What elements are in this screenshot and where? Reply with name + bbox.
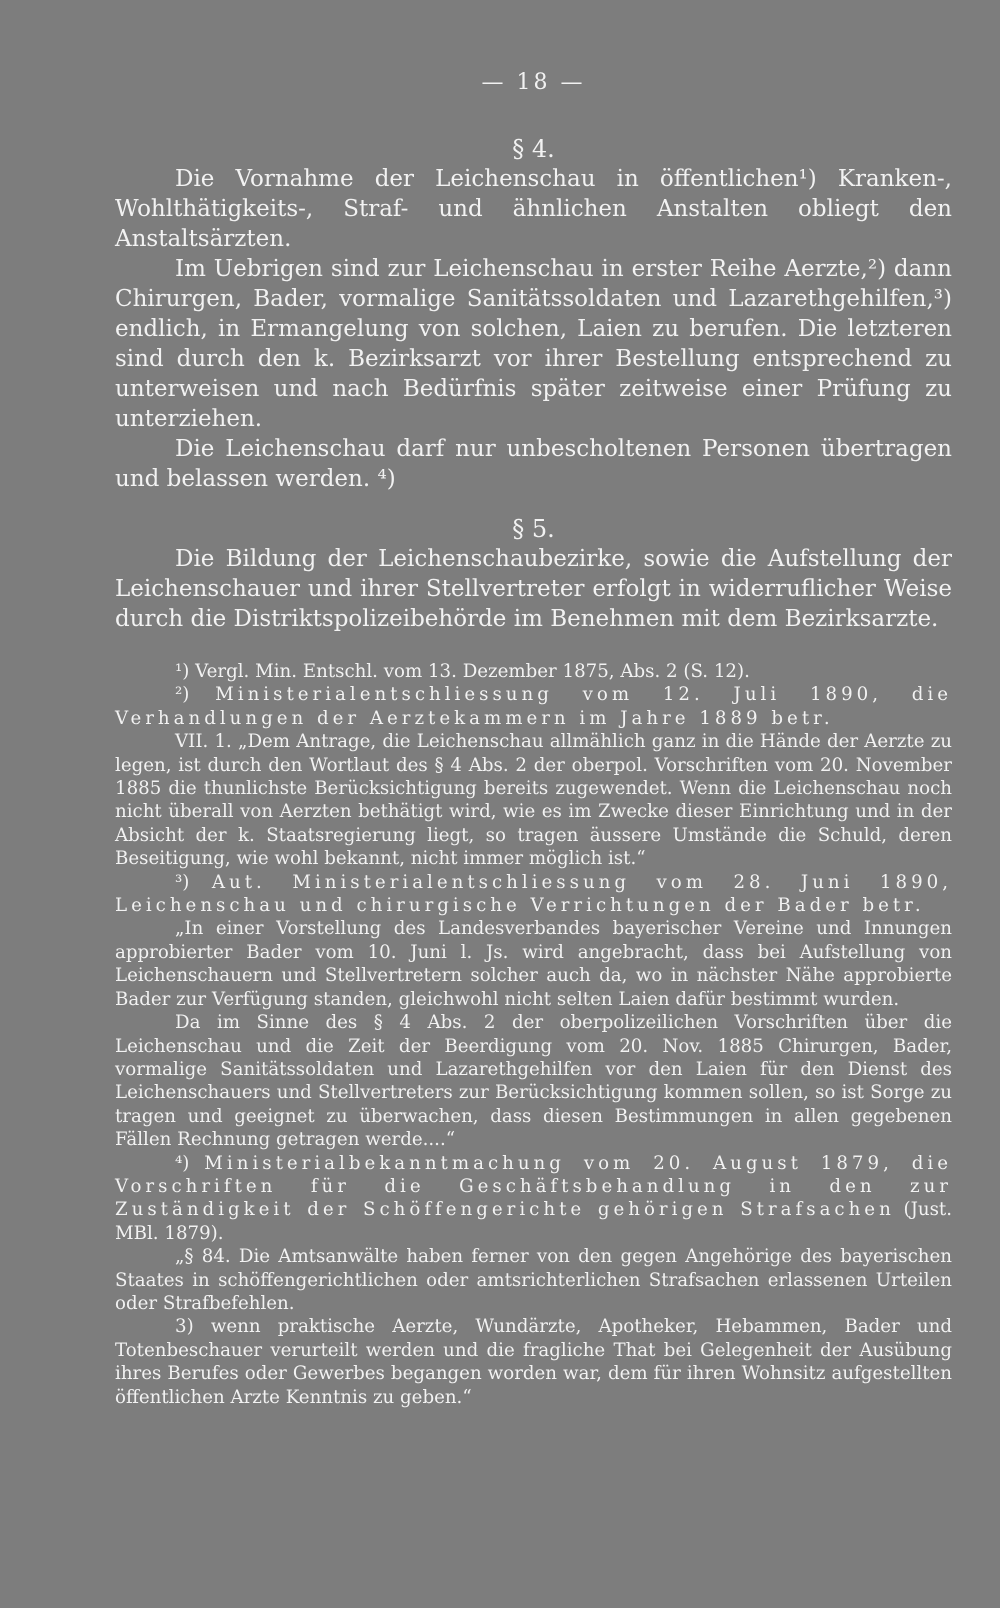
paragraph: Die Bildung der Leichenschaubezirke, sowie die Aufstellung der Leichenschauer und ihrer Stellvertreter erfolgt in widerruflicher Weise durch die Distriktspolizeibehörde im Benehmen mit dem Bezirksarzte. <box>115 546 952 632</box>
footnote-3-body: Da im Sinne des § 4 Abs. 2 der oberpolizeilichen Vorschriften über die Leichenschau und die Zeit der Beerdigung vom 20. Nov. 1885 Chirurgen, Bader, vormalige Sanitätssoldaten und Lazarethgehilfen vor den Laien für den Dienst des Leichenschauers und Stellvertreters zur Berücksichtigung kommen sollen, so ist Sorge zu tragen und geeignet zu überwachen, dass diesen Bestimmungen in allen gegebenen Fällen Rechnung getragen werde....“ <box>115 1012 952 1151</box>
footnote-4-body: 3) wenn praktische Aerzte, Wundärzte, Apotheker, Hebammen, Bader und Totenbeschauer verurteilt werden und die fragliche That bei Gelegenheit der Ausübung ihres Berufes oder Gewerbes begangen worden war, dem für ihren Wohnsitz aufgestellten öffentlichen Arzte Kenntnis zu geben.“ <box>115 1316 952 1408</box>
paragraph: Die Leichenschau darf nur unbescholtenen Personen übertragen und belassen werden. ⁴) <box>115 436 952 492</box>
page-number: — 18 — <box>481 70 586 95</box>
section-4 <box>115 134 952 494</box>
footnote-3-body: „In einer Vorstellung des Landesverbandes bayerischer Vereine und Innungen approbierter Bader vom 10. Juni l. Js. wird angebracht, dass bei Aufstellung von Leichenschauern und Stellvertretern solcher auch da, wo in nächster Nähe approbierte Bader zur Verfügung standen, gleichwohl nicht selten Laien dafür bestimmt wurden. <box>115 918 952 1010</box>
footnote-4-title <box>115 1152 952 1246</box>
footnote-3-title <box>115 871 952 918</box>
section-heading: § 5. <box>512 515 555 543</box>
footnote-marker: ²) <box>175 684 216 706</box>
footnote-2-body: VII. 1. „Dem Antrage, die Leichenschau allmählich ganz in die Hände der Aerzte zu legen, ist durch den Wortlaut des § 4 Abs. 2 der oberpol. Vorschriften vom 20. November 1885 die thunlichste Berücksichtigung bereits zugewendet. Wenn die Leichenschau noch nicht überall von Aerzten bethätigt wird, wie es im Zwecke dieser Einrichtung und in der Absicht der k. Staatsregierung liegt, so tragen äussere Umstände die Schuld, deren Beseitigung, wie wohl bekannt, nicht immer möglich ist.“ <box>115 731 952 870</box>
footnote-source: Ministerialbekanntmachung vom 20. August 1879, die Vorschriften für die Geschäftsbehandlung in den zur Zuständigkeit der Schöffengerichte gehörigen Strafsachen <box>115 1152 952 1221</box>
footnote-1: ¹) Vergl. Min. Entschl. vom 13. Dezember 1875, Abs. 2 (S. 12). <box>175 661 750 682</box>
footnote-source: Aut. Ministerialentschliessung vom 28. Juni 1890, Leichenschau und chirurgische Verrichtungen der Bader betr. <box>115 871 952 917</box>
section-5 <box>115 514 952 634</box>
footnote-marker: ³) <box>175 871 212 893</box>
footnote-source-tail: (Just. MBl. 1879). <box>115 1199 952 1244</box>
footnote-source: Ministerialentschliessung vom 12. Juli 1890, die Verhandlungen der Aerztekammern im Jahre 1889 betr. <box>115 684 952 729</box>
footnote-marker: ⁴) <box>175 1152 205 1174</box>
footnote-2-title <box>115 683 952 730</box>
paragraph: Im Uebrigen sind zur Leichenschau in erster Reihe Aerzte,²) dann Chirurgen, Bader, vormalige Sanitätssoldaten und Lazarethgehilfen,³) endlich, in Ermangelung von solchen, Laien zu berufen. Die letzteren sind durch den k. Bezirksarzt vor ihrer Bestellung entsprechend zu unterweisen und nach Bedürfnis später zeitweise einer Prüfung zu unterziehen. <box>115 256 952 432</box>
footnotes <box>115 660 952 1409</box>
paragraph: Die Vornahme der Leichenschau in öffentlichen¹) Kranken-, Wohlthätigkeits-, Straf- und ähnlichen Anstalten obliegt den Anstaltsärzten. <box>115 166 952 252</box>
section-heading: § 4. <box>512 135 555 163</box>
footnote-4-body: „§ 84. Die Amtsanwälte haben ferner von den gegen Angehörige des bayerischen Staates in schöffengerichtlichen oder amtsrichterlichen Strafsachen erlassenen Urteilen oder Strafbefehlen. <box>115 1246 952 1314</box>
